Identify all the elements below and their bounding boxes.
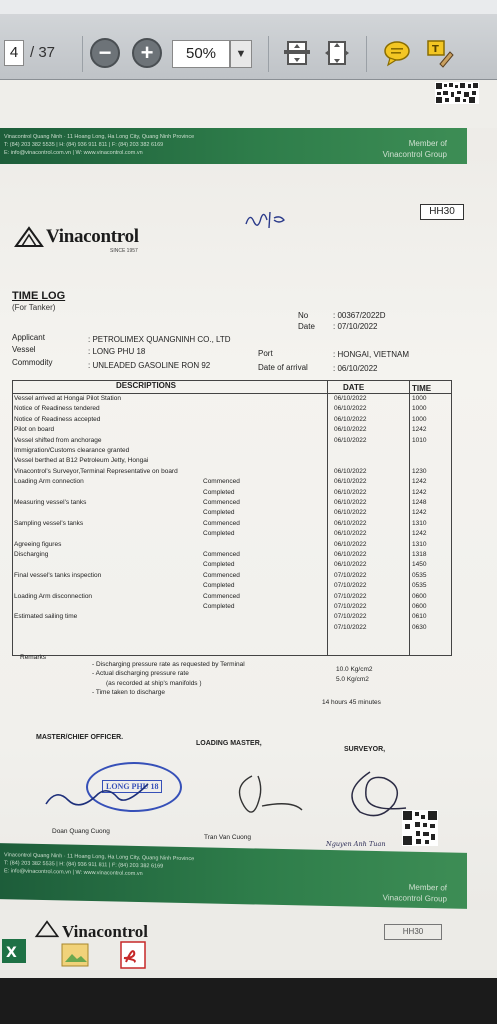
row-time: 1000 <box>412 395 427 402</box>
name-loading: Tran Van Cuong <box>204 834 251 841</box>
fit-page-icon[interactable] <box>282 38 312 68</box>
row-description: Vessel arrived at Hongai Pilot Station <box>14 395 121 402</box>
page-number-input[interactable]: 4 <box>4 40 24 66</box>
member-label: Member of Vinacontrol Group <box>382 882 447 904</box>
row-time: 1310 <box>412 540 427 548</box>
row-time: 1242 <box>412 509 427 517</box>
letterhead-top-band <box>0 128 467 164</box>
row-date: 06/10/2022 <box>334 530 367 538</box>
row-date: 06/10/2022 <box>334 488 367 496</box>
commodity-label: Commodity <box>12 358 53 367</box>
company-name: Vinacontrol <box>46 226 139 247</box>
row-status: Commenced <box>203 478 240 486</box>
arrival-label: Date of arrival <box>258 363 308 372</box>
row-status: Completed <box>203 530 235 538</box>
letterhead-address-line: T: (84) 203 382 5535 | H: (84) 936 911 811 | F: (84) 203 382 6169 <box>4 860 164 870</box>
qr-code-icon <box>435 82 479 104</box>
row-time: 0600 <box>412 603 427 610</box>
svg-text:T: T <box>432 44 439 55</box>
row-description: Loading Arm disconnection <box>14 592 93 600</box>
row-date: 06/10/2022 <box>334 467 367 475</box>
initials-signature <box>244 208 294 232</box>
row-date: 07/10/2022 <box>334 603 367 610</box>
member-label: Member of Vinacontrol Group <box>382 139 447 159</box>
vinacontrol-logo-icon <box>14 226 44 248</box>
zoom-level-input[interactable]: 50% <box>172 40 230 68</box>
zoom-out-button[interactable] <box>90 38 120 68</box>
toolbar-divider <box>366 36 367 72</box>
remark-value: 5.0 Kg/cm2 <box>336 676 369 683</box>
previous-page-bottom <box>0 80 497 128</box>
pdf-toolbar <box>0 0 497 80</box>
sig-title-surveyor: SURVEYOR, <box>344 746 386 753</box>
row-description: Vinacontrol's Surveyor,Terminal Representative on board <box>14 467 178 475</box>
row-date: 06/10/2022 <box>334 551 367 558</box>
row-description: Vessel berthed at B12 Petroleum Jetty, Hongai <box>14 457 149 465</box>
col-header-descriptions: DESCRIPTIONS <box>116 381 177 390</box>
row-date: 06/10/2022 <box>334 478 367 486</box>
row-description: Notice of Readiness tendered <box>14 405 100 413</box>
vinacontrol-logo-icon <box>34 920 60 938</box>
row-time: 1242 <box>412 478 427 486</box>
row-time: 1230 <box>412 467 427 475</box>
document-title: TIME LOG <box>12 290 66 302</box>
qr-code-icon <box>402 810 438 846</box>
sig-title-master: MASTER/CHIEF OFFICER. <box>36 734 124 741</box>
sig-title-loading: LOADING MASTER, <box>196 740 262 747</box>
page-total-label: / 37 <box>30 44 56 61</box>
row-time: 1242 <box>412 488 427 496</box>
row-status: Completed <box>203 561 235 569</box>
name-surveyor: Nguyen Anh Tuan <box>326 840 386 848</box>
typewriter-icon[interactable] <box>424 38 454 68</box>
row-description: Sampling vessel's tanks <box>14 519 84 527</box>
row-date: 06/10/2022 <box>334 436 367 444</box>
row-description: Pilot on board <box>14 426 55 434</box>
row-date: 06/10/2022 <box>334 395 367 402</box>
row-date: 07/10/2022 <box>334 623 367 631</box>
applicant-value: : PETROLIMEX QUANGNINH CO., LTD <box>88 335 231 344</box>
fit-width-icon[interactable] <box>322 38 352 68</box>
row-date: 07/10/2022 <box>334 613 367 621</box>
row-time: 1000 <box>412 405 427 413</box>
remark-value: 10.0 Kg/cm2 <box>336 666 373 673</box>
zoom-dropdown-button[interactable]: ▼ <box>230 40 252 68</box>
row-date: 06/10/2022 <box>334 415 367 423</box>
col-header-time: TIME <box>412 384 432 393</box>
applicant-label: Applicant <box>12 333 45 342</box>
pdf-icon[interactable] <box>118 940 148 970</box>
letterhead-address-line: E: info@vinacontrol.com.vn | W: www.vinacontrol.com.vn <box>4 150 143 156</box>
remarks-label: Remarks <box>20 654 47 661</box>
row-description: Estimated sailing time <box>14 613 78 621</box>
stamp-text: LONG PHU 18 <box>102 780 162 793</box>
image-file-icon[interactable] <box>60 940 90 970</box>
no-label: No <box>298 311 309 320</box>
row-status: Commenced <box>203 592 240 600</box>
row-description: Measuring vessel's tanks <box>14 499 87 506</box>
remark-text: - Discharging pressure rate as requested by Terminal <box>92 661 245 668</box>
row-date: 07/10/2022 <box>334 592 367 600</box>
row-description: Vessel shifted from anchorage <box>14 436 102 444</box>
document-subtitle: (For Tanker) <box>12 303 56 312</box>
next-page-company-name: Vinacontrol <box>62 922 148 941</box>
row-date: 06/10/2022 <box>334 540 367 548</box>
remark-text: - Time taken to discharge <box>92 689 165 696</box>
no-value: : 00367/2022D <box>333 311 386 320</box>
row-date: 06/10/2022 <box>334 426 367 434</box>
row-status: Commenced <box>203 571 240 579</box>
vessel-label: Vessel <box>12 345 36 354</box>
row-time: 0630 <box>412 623 427 631</box>
row-time: 0600 <box>412 592 427 600</box>
toolbar-divider <box>82 36 83 72</box>
zoom-in-button[interactable] <box>132 38 162 68</box>
letterhead-address-line: E: info@vinacontrol.com.vn | W: www.vinacontrol.com.vn <box>4 868 143 878</box>
row-status: Completed <box>203 509 235 517</box>
letterhead-bottom-band <box>0 843 467 909</box>
row-time: 1450 <box>412 561 427 569</box>
commodity-value: : UNLEADED GASOLINE RON 92 <box>88 361 211 370</box>
row-date: 07/10/2022 <box>334 582 367 590</box>
date-value: : 07/10/2022 <box>333 322 378 331</box>
comment-icon[interactable] <box>382 38 412 68</box>
remark-text: (as recorded at ship's manifolds ) <box>106 680 202 687</box>
row-description: Agreeing figures <box>14 540 62 548</box>
row-time: 1242 <box>412 426 427 434</box>
port-value: : HONGAI, VIETNAM <box>333 350 410 359</box>
row-time: 1248 <box>412 499 427 506</box>
window-title-strip <box>0 0 497 14</box>
zoom-in-icon: + <box>140 40 154 65</box>
row-description: Loading Arm connection <box>14 478 84 486</box>
company-since: SINCE 1957 <box>110 248 138 254</box>
row-status: Completed <box>203 582 235 590</box>
col-header-date: DATE <box>343 383 365 392</box>
row-description: Immigration/Customs clearance granted <box>14 447 130 454</box>
row-date: 06/10/2022 <box>334 561 367 569</box>
remark-text: - Actual discharging pressure rate <box>92 670 189 677</box>
row-status: Commenced <box>203 551 240 558</box>
row-date: 07/10/2022 <box>334 571 367 579</box>
remark-value: 14 hours 45 minutes <box>322 699 381 706</box>
letterhead-address-line: Vinacontrol Quang Ninh · 11 Hoang Long, Ha Long City, Quang Ninh Province <box>4 852 195 863</box>
date-label: Date <box>298 322 315 331</box>
row-status: Commenced <box>203 519 240 527</box>
row-date: 06/10/2022 <box>334 405 367 413</box>
row-time: 1242 <box>412 530 427 538</box>
row-description: Notice of Readiness accepted <box>14 415 101 423</box>
master-signature <box>40 768 170 818</box>
row-date: 06/10/2022 <box>334 499 367 506</box>
toolbar-divider <box>268 36 269 72</box>
taskbar <box>0 978 497 1024</box>
name-master: Doan Quang Cuong <box>52 828 110 835</box>
row-status: Completed <box>203 603 235 610</box>
row-time: 1010 <box>412 436 427 444</box>
row-time: 0535 <box>412 582 427 590</box>
arrival-value: : 06/10/2022 <box>333 364 378 373</box>
letterhead-address-line: Vinacontrol Quang Ninh · 11 Hoang Long, Ha Long City, Quang Ninh Province <box>4 134 195 140</box>
row-time: 0535 <box>412 571 427 579</box>
row-description: Final vessel's tanks inspection <box>14 571 102 579</box>
next-page-form-code: HH30 <box>384 924 442 940</box>
vessel-value: : LONG PHU 18 <box>88 347 146 356</box>
port-label: Port <box>258 349 273 358</box>
form-code-box: HH30 <box>420 204 464 220</box>
row-time: 1310 <box>412 519 427 527</box>
row-date: 06/10/2022 <box>334 509 367 517</box>
excel-icon[interactable] <box>0 936 30 966</box>
row-time: 0610 <box>412 613 427 621</box>
row-description: Discharging <box>14 551 49 558</box>
letterhead-address-line: T: (84) 203 382 5535 | H: (84) 936 911 811 | F: (84) 203 382 6169 <box>4 142 164 148</box>
zoom-out-icon: − <box>98 40 112 65</box>
row-status: Completed <box>203 488 235 496</box>
row-status: Commenced <box>203 499 240 506</box>
loading-master-signature <box>222 770 312 830</box>
row-date: 06/10/2022 <box>334 519 367 527</box>
row-time: 1318 <box>412 551 427 558</box>
svg-text:X: X <box>6 945 17 961</box>
row-time: 1000 <box>412 415 427 423</box>
